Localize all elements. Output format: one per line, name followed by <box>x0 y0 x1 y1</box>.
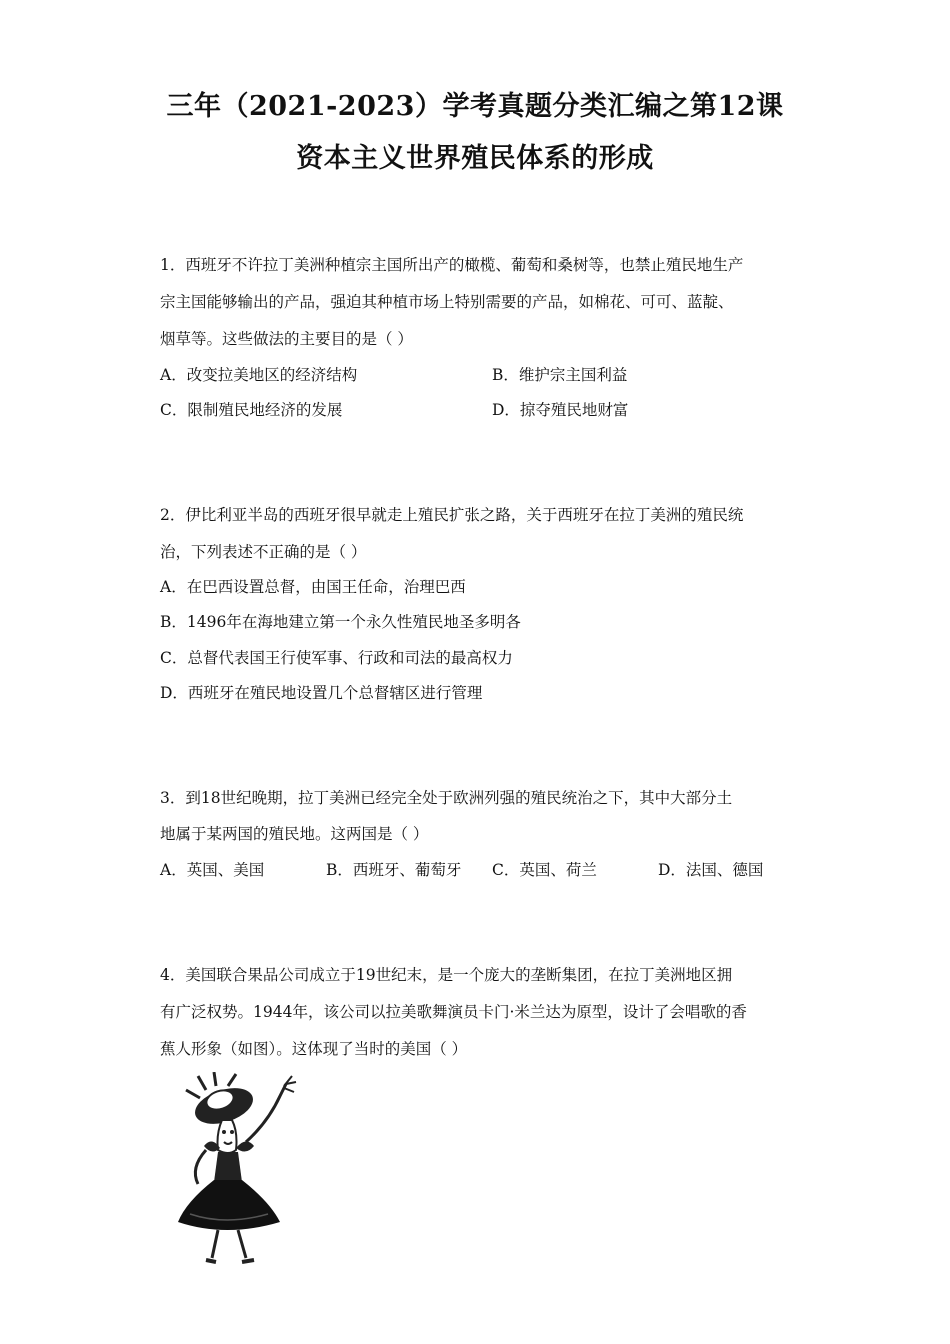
q1-option-c[interactable]: C．限制殖民地经济的发展 <box>160 401 343 419</box>
q1-stem-line-3: 烟草等。这些做法的主要目的是（ ） <box>160 330 413 348</box>
q2-option-b[interactable]: B．1496年在海地建立第一个永久性殖民地圣多明各 <box>160 613 521 631</box>
q2-stem-line-1: 2．伊比利亚半岛的西班牙很早就走上殖民扩张之路，关于西班牙在拉丁美洲的殖民统 <box>160 506 744 524</box>
q3-option-b[interactable]: B．西班牙、葡萄牙 <box>326 861 462 879</box>
q4-stem-line-2: 有广泛权势。1944年，该公司以拉美歌舞演员卡门·米兰达为原型，设计了会唱歌的香 <box>160 1003 747 1021</box>
q3-option-d[interactable]: D．法国、德国 <box>658 861 764 879</box>
q4-stem-line-3: 蕉人形象（如图）。这体现了当时的美国（ ） <box>160 1040 468 1058</box>
page-title-line-2: 资本主义世界殖民体系的形成 <box>296 143 654 174</box>
q3-stem-line-2: 地属于某两国的殖民地。这两国是（ ） <box>160 825 429 843</box>
q2-stem-line-2: 治，下列表述不正确的是（ ） <box>160 543 367 561</box>
q2-option-d[interactable]: D．西班牙在殖民地设置几个总督辖区进行管理 <box>160 684 483 702</box>
q1-stem-line-2: 宗主国能够输出的产品，强迫其种植市场上特别需要的产品，如棉花、可可、蓝靛、 <box>160 293 734 311</box>
q1-option-d[interactable]: D．掠夺殖民地财富 <box>492 401 629 419</box>
q3-stem-line-1: 3．到18世纪晚期，拉丁美洲已经完全处于欧洲列强的殖民统治之下，其中大部分土 <box>160 789 733 807</box>
q1-stem-line-1: 1．西班牙不许拉丁美洲种植宗主国所出产的橄榄、葡萄和桑树等，也禁止殖民地生产 <box>160 256 744 274</box>
banana-lady-illustration <box>176 1072 306 1267</box>
q4-stem-line-1: 4．美国联合果品公司成立于19世纪末，是一个庞大的垄断集团，在拉丁美洲地区拥 <box>160 966 733 984</box>
q3-option-a[interactable]: A．英国、美国 <box>160 861 265 879</box>
q2-option-c[interactable]: C．总督代表国王行使军事、行政和司法的最高权力 <box>160 649 513 667</box>
q1-option-a[interactable]: A．改变拉美地区的经济结构 <box>160 366 358 384</box>
page-title-line-1: 三年（2021-2023）学考真题分类汇编之第12课 <box>166 91 784 122</box>
q3-option-c[interactable]: C．英国、荷兰 <box>492 861 597 879</box>
q2-option-a[interactable]: A．在巴西设置总督，由国王任命，治理巴西 <box>160 578 466 596</box>
q1-option-b[interactable]: B．维护宗主国利益 <box>492 366 628 384</box>
